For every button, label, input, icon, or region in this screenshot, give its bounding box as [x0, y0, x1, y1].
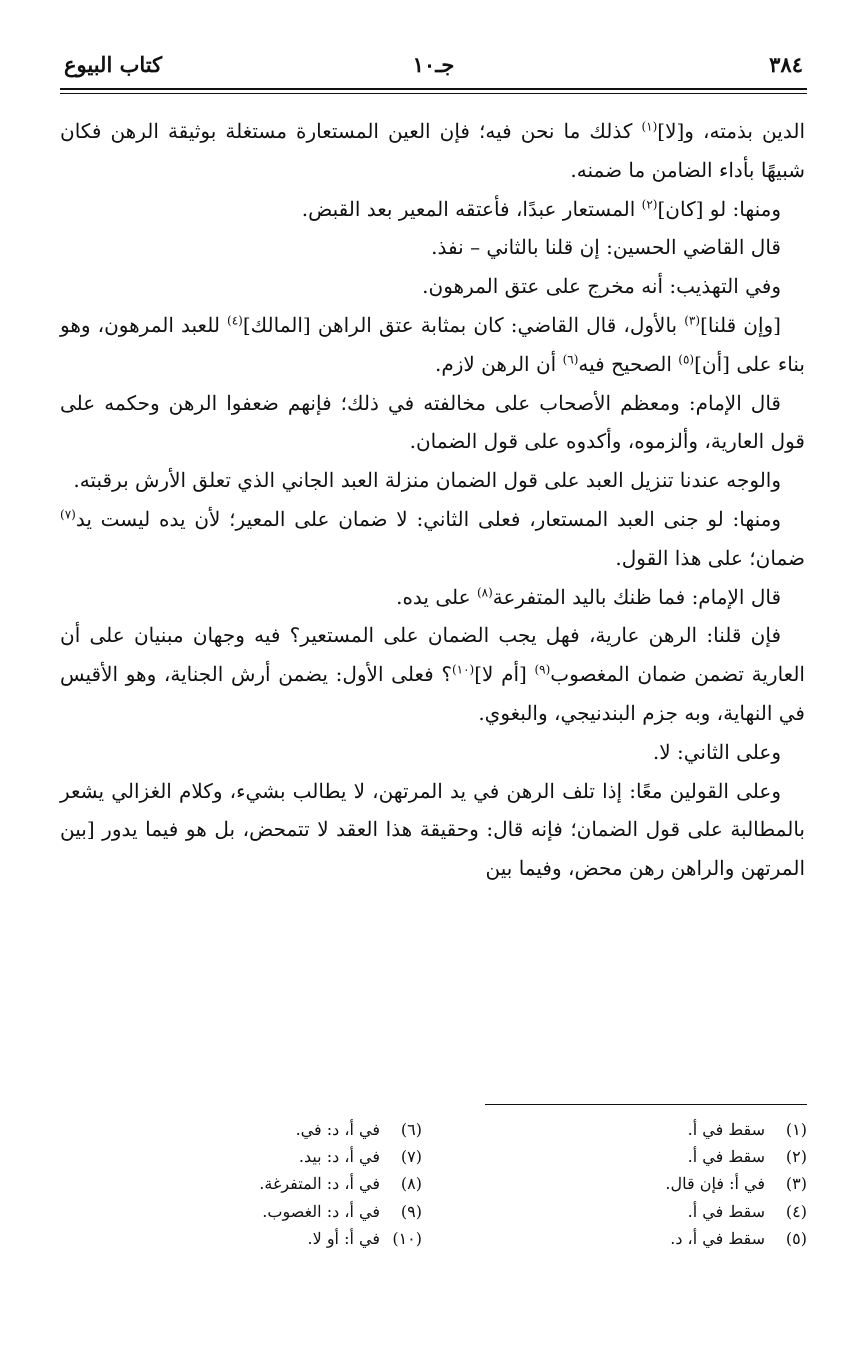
- footnote-marker: (١٠): [451, 662, 475, 677]
- book-title: كتاب البيوع: [64, 52, 163, 77]
- paragraph: [60, 500, 805, 578]
- footnote-separator: [485, 1104, 807, 1105]
- text-run: المستعار عبدًا، فأعتقه المعير بعد القبض.: [301, 196, 642, 221]
- footnote-marker: (٧): [60, 507, 76, 522]
- footnote-number: (٦): [400, 1120, 422, 1139]
- footnote-text: في أ، د: في.: [295, 1120, 380, 1139]
- text-run: قال القاضي الحسين: إن قلنا بالثاني – نفذ.: [431, 235, 781, 260]
- text-run: قال الإمام: ومعظم الأصحاب على مخالفته في ذلك؛ فإنهم ضعفوا الرهن وحكمه على قول العارية، وألزموه، وأكدوه على قول الضمان.: [60, 390, 805, 454]
- footnote-text: سقط في أ.: [687, 1147, 765, 1167]
- footnote-text: في أ، د: المتفرغة.: [259, 1174, 380, 1194]
- text-run: الصحيح فيه: [578, 351, 679, 376]
- paragraph: [60, 578, 805, 617]
- footnote-text: في أ، د: الغصوب.: [262, 1201, 380, 1221]
- text-run: الدين بذمته، و[لا]: [657, 119, 805, 143]
- footnote-number: (١٠): [392, 1228, 422, 1248]
- footnote-number: (٥): [785, 1228, 807, 1248]
- footnote-item: [477, 1170, 807, 1197]
- footnotes-column-right: [477, 1116, 807, 1252]
- volume-label: جـ١٠: [412, 52, 455, 77]
- paragraph: [60, 772, 805, 888]
- footnote-marker: (٣): [684, 313, 701, 328]
- footnote-item: [92, 1198, 422, 1225]
- main-text: [60, 112, 805, 888]
- text-run: بالأول، قال القاضي: كان بمثابة عتق الراهن [المالك]: [242, 312, 685, 337]
- text-run: والوجه عندنا تنزيل العبد على قول الضمان منزلة العبد الجاني الذي تعلق الأرش برقبته.: [73, 468, 781, 493]
- footnote-text: سقط في أ.: [687, 1201, 765, 1221]
- text-run: [وإن قلنا]: [700, 312, 781, 337]
- text-run: وعلى القولين معًا: إذا تلف الرهن في يد المرتهن، لا يطالب بشيء، وكلام الغزالي يشعر بالمطالبة على قول الضمان؛ فإنه قال: وحقيقة هذا العقد لا تتمحض، بل هو فيما يدور [بين المرتهن والراهن رهن محض، وفيما بين: [60, 778, 805, 881]
- text-run: على يده.: [396, 584, 477, 609]
- header-rule-thick: [60, 88, 807, 90]
- footnote-marker: (٨): [476, 584, 493, 599]
- footnotes-column-left: [92, 1116, 422, 1252]
- text-run: ومنها: لو [كان]: [657, 196, 781, 221]
- paragraph: [60, 228, 805, 267]
- footnote-number: (٩): [400, 1201, 422, 1221]
- footnote-number: (١): [785, 1120, 807, 1139]
- text-run: ؟ فعلى الأول: يضمن أرش الجناية، وهو الأقيس في النهاية، وبه جزم البندنيجي، والبغوي.: [60, 662, 805, 725]
- footnote-text: سقط في أ، د.: [670, 1228, 765, 1248]
- footnote-item: [92, 1143, 422, 1170]
- footnote-marker: (٢): [641, 196, 658, 211]
- text-run: وعلى الثاني: لا.: [652, 739, 781, 764]
- footnote-number: (٨): [400, 1174, 422, 1194]
- paragraph: [60, 112, 805, 190]
- footnote-item: [92, 1170, 422, 1197]
- text-run: أن الرهن لازم.: [434, 351, 563, 376]
- footnote-number: (٤): [785, 1201, 807, 1221]
- paragraph: [60, 461, 805, 500]
- footnote-marker: (٥): [678, 352, 695, 367]
- footnote-item: [477, 1225, 807, 1252]
- footnote-item: [92, 1225, 422, 1252]
- text-run: وفي التهذيب: أنه مخرج على عتق المرهون.: [422, 274, 781, 299]
- text-run: قال الإمام: فما ظنك باليد المتفرعة: [492, 584, 781, 609]
- text-run: للعبد المرهون، وهو بناء على [أن]: [60, 312, 805, 376]
- text-run: فإن قلنا: الرهن عارية، فهل يجب الضمان على المستعير؟ فيه وجهان مبنيان على أن العارية تضمن ضمان المغصوب: [60, 623, 805, 687]
- footnote-marker: (١): [641, 119, 658, 134]
- footnote-item: [477, 1198, 807, 1225]
- paragraph: [60, 190, 805, 229]
- footnote-text: في أ: أو لا.: [307, 1228, 380, 1248]
- paragraph: [60, 733, 805, 772]
- footnote-item: [92, 1116, 422, 1143]
- text-run: ومنها: لو جنى العبد المستعار، فعلى الثاني: لا ضمان على المعير؛ لأن يده ليست يد: [75, 506, 781, 531]
- header-rule-thin: [60, 93, 807, 94]
- paragraph: [60, 616, 805, 732]
- footnote-text: في أ، د: بيد.: [298, 1147, 380, 1167]
- paragraph: [60, 384, 805, 462]
- footnote-item: [477, 1116, 807, 1143]
- running-header: [60, 52, 807, 88]
- footnote-marker: (٤): [227, 313, 243, 328]
- text-run: ضمان؛ على هذا القول.: [615, 545, 805, 570]
- paragraph: [60, 306, 805, 384]
- footnote-marker: (٩): [534, 662, 551, 677]
- footnote-item: [477, 1143, 807, 1170]
- text-run: [أم لا]: [474, 662, 535, 687]
- text-run: كذلك ما نحن فيه؛ فإن العين المستعارة مستغلة بوثيقة الرهن فكان شبيهًا بأداء الضامن ما ضمنه.: [60, 119, 805, 182]
- footnote-number: (٣): [785, 1174, 807, 1194]
- page-number: ٣٨٤: [769, 52, 803, 77]
- footnote-text: في أ: فإن قال.: [665, 1174, 765, 1194]
- footnote-number: (٢): [785, 1147, 807, 1167]
- footnote-marker: (٦): [562, 352, 579, 367]
- paragraph: [60, 267, 805, 306]
- footnote-text: سقط في أ.: [687, 1120, 765, 1139]
- footnote-number: (٧): [400, 1147, 422, 1167]
